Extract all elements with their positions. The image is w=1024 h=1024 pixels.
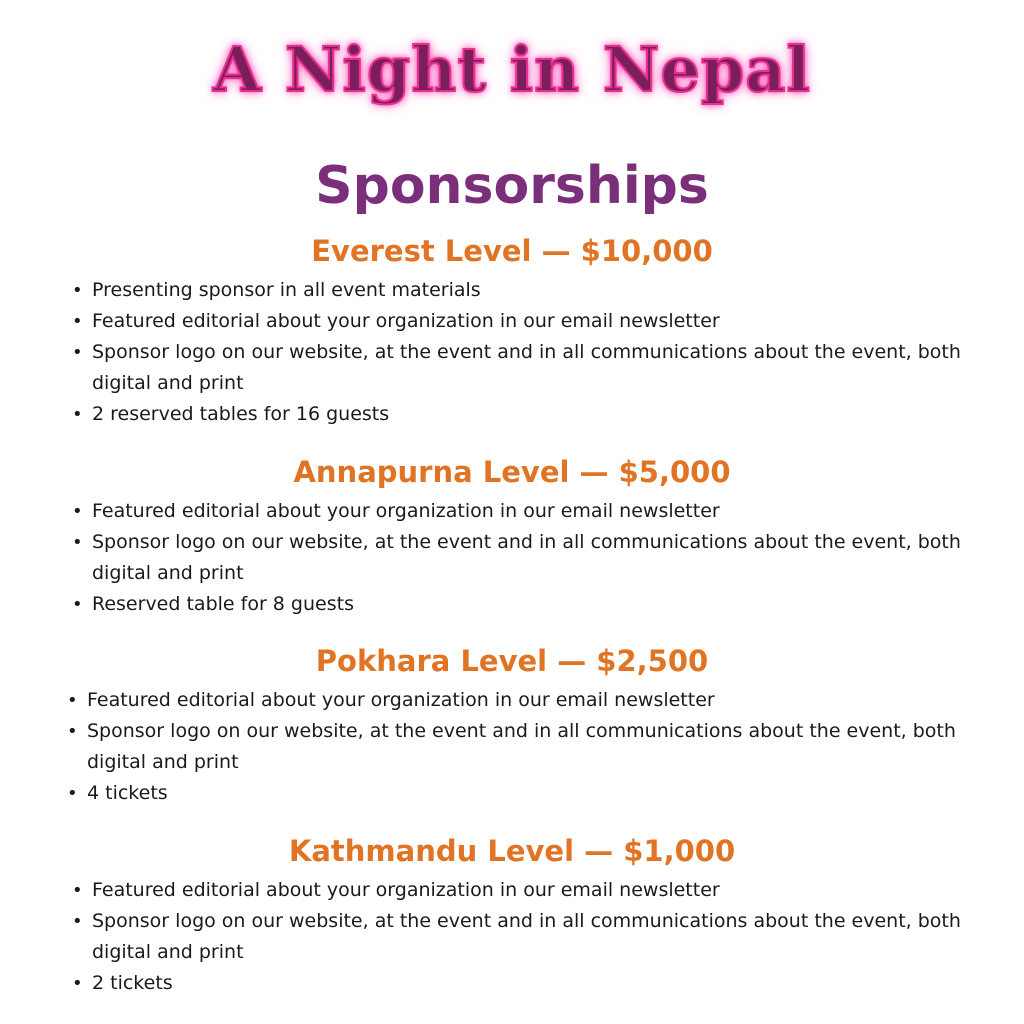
list-item: • Sponsor logo on our website, at the event and in all communications about the event, both digital and print (0, 337, 1024, 399)
benefit-list (0, 875, 1024, 999)
level-heading: Annapurna Level — $5,000 (293, 455, 731, 489)
benefit-list (0, 275, 1024, 430)
list-item: • Featured editorial about your organization in our email newsletter (0, 685, 1024, 716)
level-heading: Everest Level — $10,000 (311, 234, 713, 268)
level-heading: Pokhara Level — $2,500 (315, 644, 709, 678)
list-item: • Reserved table for 8 guests (0, 589, 1024, 620)
list-item: • Presenting sponsor in all event materials (0, 275, 1024, 306)
list-item: • 2 reserved tables for 16 guests (0, 399, 1024, 430)
event-title: A Night in Nepal (213, 33, 811, 106)
list-item: • Featured editorial about your organization in our email newsletter (0, 875, 1024, 906)
annapurna-level (0, 454, 1024, 620)
list-item: • Featured editorial about your organization in our email newsletter (0, 496, 1024, 527)
list-item: • Featured editorial about your organization in our email newsletter (0, 306, 1024, 337)
list-item: • Sponsor logo on our website, at the event and in all communications about the event, both digital and print (0, 906, 1024, 968)
benefit-list (0, 496, 1024, 620)
level-heading: Kathmandu Level — $1,000 (288, 834, 736, 868)
everest-level (0, 233, 1024, 430)
kathmandu-level (0, 833, 1024, 999)
list-item: • Sponsor logo on our website, at the event and in all communications about the event, both digital and print (0, 716, 1024, 778)
list-item: • Sponsor logo on our website, at the event and in all communications about the event, both digital and print (0, 527, 1024, 589)
list-item: • 4 tickets (0, 778, 1024, 809)
list-item: • 2 tickets (0, 968, 1024, 999)
page-subtitle: Sponsorships (315, 156, 709, 216)
pokhara-level (0, 643, 1024, 809)
benefit-list (0, 685, 1024, 809)
